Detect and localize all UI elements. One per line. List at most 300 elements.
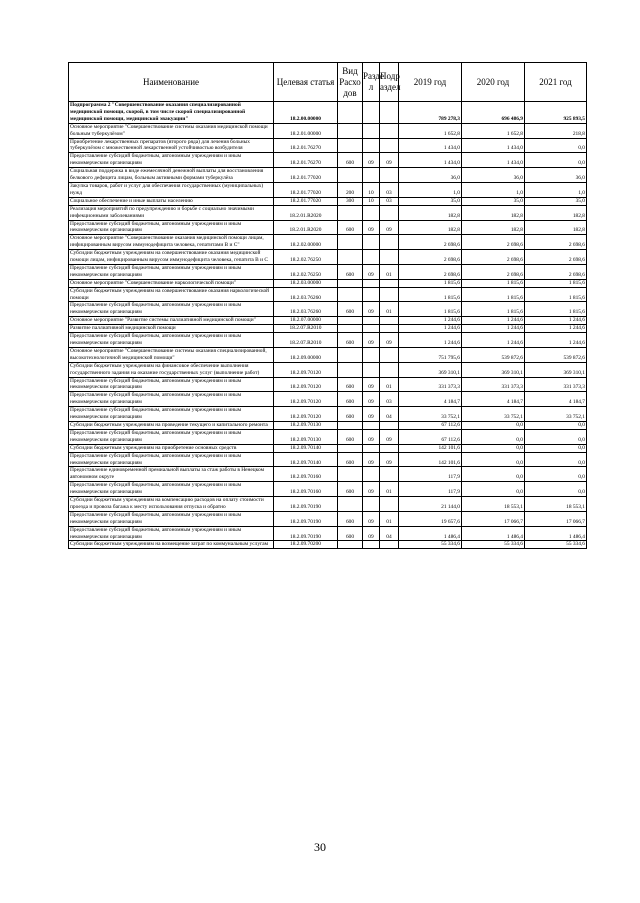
cell-2021: 539 872,6 [525, 347, 587, 362]
cell-podrazdel: 09 [380, 333, 399, 348]
cell-2021: 0,0 [525, 467, 587, 482]
table-row [69, 467, 587, 482]
cell-razdel [363, 317, 380, 325]
cell-code: 18.2.09.70120 [274, 407, 338, 422]
cell-vid [338, 138, 363, 153]
cell-razdel [363, 347, 380, 362]
cell-2019: 369 310,1 [399, 362, 462, 377]
cell-2021: 0,0 [525, 138, 587, 153]
cell-code: 18.2.01.77020 [274, 197, 338, 205]
cell-vid [338, 168, 363, 183]
cell-name: Социальная поддержка в виде ежемесячной денежной выплаты для восстановления белкового дефицита лицам, больным активными формами туберкулёза [69, 168, 274, 183]
cell-name: Предоставление субсидий бюджетным, автономным учреждениям и иным некоммерческим организациям [69, 264, 274, 279]
cell-razdel: 09 [363, 526, 380, 541]
cell-code: 18.2.01.77020 [274, 168, 338, 183]
cell-2020: 2 698,6 [462, 235, 525, 250]
cell-code: 18.2.07.R2010 [274, 333, 338, 348]
table-row [69, 220, 587, 235]
cell-name: Предоставление субсидий бюджетным, автономным учреждениям и иным некоммерческим организациям [69, 482, 274, 497]
cell-2020: 1 652,8 [462, 123, 525, 138]
cell-2019: 1 815,6 [399, 287, 462, 302]
cell-2021: 1 815,6 [525, 302, 587, 317]
cell-podrazdel: 03 [380, 182, 399, 197]
cell-2019: 2 698,6 [399, 264, 462, 279]
cell-code: 18.2.09.70140 [274, 444, 338, 452]
cell-vid [338, 347, 363, 362]
cell-razdel: 09 [363, 302, 380, 317]
table-row [69, 541, 587, 549]
cell-code: 18.2.09.70130 [274, 421, 338, 429]
table-row [69, 123, 587, 138]
cell-2020: 0,0 [462, 429, 525, 444]
cell-2020: 1 244,6 [462, 325, 525, 333]
cell-2019: 751 795,6 [399, 347, 462, 362]
cell-code: 18.2.07.R2010 [274, 325, 338, 333]
cell-code: 18.2.03.76260 [274, 287, 338, 302]
cell-podrazdel: 09 [380, 153, 399, 168]
header-code: Целевая статья [274, 63, 338, 102]
cell-2021: 1 244,6 [525, 317, 587, 325]
cell-2019: 1 434,0 [399, 138, 462, 153]
cell-name: Реализация мероприятий по предупреждению и борьбе с социально значимыми инфекционными заболеваниями [69, 205, 274, 220]
cell-podrazdel: 09 [380, 452, 399, 467]
cell-code: 18.2.01.R2020 [274, 205, 338, 220]
cell-2021: 1 244,6 [525, 333, 587, 348]
cell-vid: 300 [338, 197, 363, 205]
cell-2020: 17 066,7 [462, 511, 525, 526]
cell-2019: 21 144,0 [399, 497, 462, 512]
cell-razdel [363, 205, 380, 220]
cell-2019: 1 244,6 [399, 317, 462, 325]
cell-podrazdel: 09 [380, 220, 399, 235]
cell-podrazdel: 04 [380, 526, 399, 541]
cell-razdel [363, 168, 380, 183]
cell-podrazdel [380, 123, 399, 138]
cell-2020: 1 486,4 [462, 526, 525, 541]
cell-vid [338, 467, 363, 482]
table-row [69, 392, 587, 407]
cell-vid [338, 235, 363, 250]
table-row [69, 264, 587, 279]
cell-name: Предоставление субсидий бюджетным, автономным учреждениям и иным некоммерческим организациям [69, 511, 274, 526]
cell-2021: 0,0 [525, 429, 587, 444]
cell-name: Субсидии бюджетным учреждениям на совершенствование оказания наркологической помощи [69, 287, 274, 302]
cell-razdel: 09 [363, 377, 380, 392]
cell-podrazdel [380, 347, 399, 362]
cell-code: 18.2.02.00000 [274, 235, 338, 250]
cell-razdel [363, 541, 380, 549]
cell-2021: 2 698,6 [525, 264, 587, 279]
cell-name: Субсидии бюджетным учреждениям на компенсацию расходов на оплату стоимости проезда и провоза багажа к месту использования отпуска и обратно [69, 497, 274, 512]
table-row [69, 511, 587, 526]
cell-2019: 117,9 [399, 467, 462, 482]
cell-2020: 1,0 [462, 182, 525, 197]
cell-2020: 33 752,1 [462, 407, 525, 422]
cell-2019: 1 815,6 [399, 302, 462, 317]
cell-code: 18.2.09.70160 [274, 467, 338, 482]
cell-podrazdel [380, 362, 399, 377]
cell-2021: 0,0 [525, 153, 587, 168]
cell-2019: 4 184,7 [399, 392, 462, 407]
cell-vid [338, 362, 363, 377]
cell-razdel: 09 [363, 407, 380, 422]
cell-vid [338, 317, 363, 325]
cell-podrazdel [380, 444, 399, 452]
page-number: 30 [314, 840, 326, 854]
cell-2020: 1 434,0 [462, 153, 525, 168]
cell-2021: 1 486,4 [525, 526, 587, 541]
table-row [69, 102, 587, 124]
cell-2019: 789 278,3 [399, 102, 462, 124]
cell-2020: 369 310,1 [462, 362, 525, 377]
cell-2019: 1 486,4 [399, 526, 462, 541]
cell-code: 18.2.09.70120 [274, 362, 338, 377]
cell-name: Развитие паллиативной медицинской помощи [69, 325, 274, 333]
cell-razdel: 10 [363, 197, 380, 205]
header-podrazdel: Подр аздел [380, 63, 399, 102]
cell-razdel: 09 [363, 220, 380, 235]
table-row [69, 153, 587, 168]
cell-2019: 2 698,6 [399, 235, 462, 250]
cell-2019: 182,8 [399, 220, 462, 235]
table-row [69, 526, 587, 541]
cell-code: 18.2.09.70190 [274, 511, 338, 526]
cell-code: 18.2.09.70200 [274, 541, 338, 549]
cell-podrazdel: 01 [380, 302, 399, 317]
cell-code: 18.2.02.76250 [274, 250, 338, 265]
cell-2020: 331 373,3 [462, 377, 525, 392]
budget-table [68, 62, 587, 549]
table-row [69, 317, 587, 325]
cell-vid [338, 497, 363, 512]
cell-2021: 182,8 [525, 205, 587, 220]
table-body [69, 102, 587, 549]
cell-code: 18.2.09.70190 [274, 497, 338, 512]
cell-code: 18.2.09.70130 [274, 429, 338, 444]
table-row [69, 302, 587, 317]
cell-name: Социальное обеспечение и иные выплаты населению [69, 197, 274, 205]
cell-2019: 1 244,6 [399, 333, 462, 348]
cell-razdel [363, 123, 380, 138]
table-row [69, 325, 587, 333]
cell-2019: 1 434,0 [399, 153, 462, 168]
cell-razdel: 09 [363, 392, 380, 407]
cell-vid: 600 [338, 220, 363, 235]
cell-2019: 2 698,6 [399, 250, 462, 265]
table-row [69, 452, 587, 467]
cell-2020: 1 815,6 [462, 287, 525, 302]
table-row [69, 279, 587, 287]
cell-2019: 36,0 [399, 168, 462, 183]
table-row [69, 333, 587, 348]
cell-name: Предоставление единовременной премиальной выплаты за стаж работы в Ненецком автономном округе [69, 467, 274, 482]
cell-2019: 331 373,3 [399, 377, 462, 392]
cell-2021: 4 184,7 [525, 392, 587, 407]
cell-razdel: 09 [363, 333, 380, 348]
cell-razdel [363, 102, 380, 124]
cell-2020: 55 334,6 [462, 541, 525, 549]
cell-podrazdel: 09 [380, 429, 399, 444]
cell-vid: 600 [338, 302, 363, 317]
cell-podrazdel [380, 205, 399, 220]
cell-2019: 117,9 [399, 482, 462, 497]
cell-name: Основное мероприятие "Совершенствование системы оказания медицинской помощи больным туберкулёзом" [69, 123, 274, 138]
cell-vid: 600 [338, 153, 363, 168]
cell-name: Предоставление субсидий бюджетным, автономным учреждениям и иным некоммерческим организациям [69, 392, 274, 407]
cell-razdel [363, 421, 380, 429]
cell-vid [338, 287, 363, 302]
cell-podrazdel [380, 497, 399, 512]
header-2020: 2020 год [462, 63, 525, 102]
cell-2021: 925 893,5 [525, 102, 587, 124]
cell-vid: 600 [338, 511, 363, 526]
cell-podrazdel: 01 [380, 482, 399, 497]
cell-podrazdel [380, 235, 399, 250]
cell-2021: 182,8 [525, 220, 587, 235]
cell-code: 18.2.09.70120 [274, 392, 338, 407]
table-row [69, 138, 587, 153]
cell-podrazdel [380, 138, 399, 153]
cell-2021: 369 310,1 [525, 362, 587, 377]
cell-vid [338, 541, 363, 549]
cell-razdel [363, 235, 380, 250]
cell-razdel: 10 [363, 182, 380, 197]
cell-2019: 1 244,6 [399, 325, 462, 333]
cell-razdel: 09 [363, 511, 380, 526]
cell-name: Предоставление субсидий бюджетным, автономным учреждениям и иным некоммерческим организациям [69, 526, 274, 541]
cell-razdel: 09 [363, 452, 380, 467]
cell-name: Основное мероприятие "Совершенствование оказания медицинской помощи лицам, инфицированным вирусом иммунодефицита человека, гепатитами В и С" [69, 235, 274, 250]
header-2019: 2019 год [399, 63, 462, 102]
cell-2021: 55 334,6 [525, 541, 587, 549]
cell-2021: 1 815,6 [525, 287, 587, 302]
cell-name: Предоставление субсидий бюджетным, автономным учреждениям и иным некоммерческим организациям [69, 377, 274, 392]
cell-2020: 0,0 [462, 421, 525, 429]
cell-2019: 1 652,8 [399, 123, 462, 138]
cell-vid: 200 [338, 182, 363, 197]
cell-2020: 2 698,6 [462, 250, 525, 265]
cell-podrazdel [380, 287, 399, 302]
cell-name: Основное мероприятие "Развитие системы паллиативной медицинской помощи" [69, 317, 274, 325]
cell-name: Основное мероприятие "Совершенствование системы оказания специализированной, высокотехнологичной медицинской помощи" [69, 347, 274, 362]
cell-2020: 696 486,9 [462, 102, 525, 124]
cell-2020: 35,0 [462, 197, 525, 205]
cell-code: 18.2.02.76250 [274, 264, 338, 279]
cell-razdel [363, 250, 380, 265]
cell-name: Предоставление субсидий бюджетным, автономным учреждениям и иным некоммерческим организациям [69, 407, 274, 422]
cell-podrazdel [380, 467, 399, 482]
table-row [69, 347, 587, 362]
cell-vid: 600 [338, 264, 363, 279]
cell-2021: 35,0 [525, 197, 587, 205]
cell-code: 18.2.09.70120 [274, 377, 338, 392]
cell-code: 18.2.01.76270 [274, 153, 338, 168]
table-row [69, 168, 587, 183]
cell-vid: 600 [338, 392, 363, 407]
cell-podrazdel: 03 [380, 197, 399, 205]
cell-2019: 67 112,6 [399, 421, 462, 429]
cell-2020: 182,8 [462, 205, 525, 220]
cell-razdel [363, 362, 380, 377]
table-row [69, 421, 587, 429]
table-row [69, 407, 587, 422]
cell-2020: 2 698,6 [462, 264, 525, 279]
cell-2019: 182,8 [399, 205, 462, 220]
header-name: Наименование [69, 63, 274, 102]
cell-2021: 2 698,6 [525, 235, 587, 250]
cell-vid [338, 250, 363, 265]
cell-name: Предоставление субсидий бюджетным, автономным учреждениям и иным некоммерческим организациям [69, 333, 274, 348]
cell-code: 18.2.00.00000 [274, 102, 338, 124]
cell-razdel: 09 [363, 153, 380, 168]
cell-2021: 0,0 [525, 444, 587, 452]
cell-vid: 600 [338, 377, 363, 392]
cell-podrazdel [380, 168, 399, 183]
cell-2020: 0,0 [462, 482, 525, 497]
cell-vid [338, 421, 363, 429]
header-row [69, 63, 587, 102]
table-row [69, 235, 587, 250]
cell-code: 18.2.03.76260 [274, 302, 338, 317]
header-razdel: Разде л [363, 63, 380, 102]
cell-code: 18.2.07.00000 [274, 317, 338, 325]
cell-2021: 0,0 [525, 421, 587, 429]
cell-2020: 0,0 [462, 467, 525, 482]
cell-2021: 36,0 [525, 168, 587, 183]
cell-code: 18.2.01.76270 [274, 138, 338, 153]
cell-razdel [363, 467, 380, 482]
table-row [69, 197, 587, 205]
cell-name: Приобретение лекарственных препаратов (второго ряда) для лечения больных туберкулёзом с множественной лекарственной устойчивостью возбудителя [69, 138, 274, 153]
cell-name: Субсидии бюджетным учреждениям на проведение текущего и капитального ремонта [69, 421, 274, 429]
cell-podrazdel [380, 317, 399, 325]
cell-2020: 18 553,1 [462, 497, 525, 512]
cell-name: Субсидии бюджетным учреждениям на приобретение основных средств [69, 444, 274, 452]
cell-vid [338, 444, 363, 452]
cell-name: Субсидии бюджетным учреждениям на финансовое обеспечение выполнения государственного задания на оказание государственных услуг (выполнение работ) [69, 362, 274, 377]
cell-2020: 1 244,6 [462, 333, 525, 348]
cell-code: 18.2.01.77020 [274, 182, 338, 197]
cell-code: 18.2.01.R2020 [274, 220, 338, 235]
cell-2021: 0,0 [525, 452, 587, 467]
cell-podrazdel [380, 541, 399, 549]
cell-razdel: 09 [363, 429, 380, 444]
cell-vid [338, 102, 363, 124]
cell-razdel [363, 279, 380, 287]
cell-2021: 33 752,1 [525, 407, 587, 422]
cell-vid: 600 [338, 526, 363, 541]
table-row [69, 377, 587, 392]
cell-2020: 0,0 [462, 452, 525, 467]
cell-2019: 142 101,6 [399, 444, 462, 452]
cell-podrazdel [380, 325, 399, 333]
header-2021: 2021 год [525, 63, 587, 102]
cell-podrazdel [380, 250, 399, 265]
cell-code: 18.2.09.70190 [274, 526, 338, 541]
cell-2020: 182,8 [462, 220, 525, 235]
cell-2021: 0,0 [525, 482, 587, 497]
cell-podrazdel: 01 [380, 264, 399, 279]
cell-2020: 1 815,6 [462, 302, 525, 317]
table-row [69, 362, 587, 377]
cell-podrazdel [380, 279, 399, 287]
cell-2020: 4 184,7 [462, 392, 525, 407]
cell-razdel [363, 325, 380, 333]
cell-2019: 142 101,6 [399, 452, 462, 467]
cell-2020: 1 815,6 [462, 279, 525, 287]
cell-vid: 600 [338, 482, 363, 497]
cell-name: Предоставление субсидий бюджетным, автономным учреждениям и иным некоммерческим организациям [69, 302, 274, 317]
cell-name: Предоставление субсидий бюджетным, автономным учреждениям и иным некоммерческим организациям [69, 220, 274, 235]
cell-2020: 36,0 [462, 168, 525, 183]
cell-2021: 1 244,6 [525, 325, 587, 333]
table-row [69, 205, 587, 220]
cell-vid [338, 325, 363, 333]
cell-podrazdel [380, 421, 399, 429]
cell-razdel [363, 138, 380, 153]
cell-name: Основное мероприятие "Совершенствование наркологической помощи" [69, 279, 274, 287]
cell-2021: 18 553,1 [525, 497, 587, 512]
cell-2021: 17 066,7 [525, 511, 587, 526]
cell-2021: 331 373,3 [525, 377, 587, 392]
cell-podrazdel [380, 102, 399, 124]
cell-2021: 1 815,6 [525, 279, 587, 287]
header-vid: Вид Расхо дов [338, 63, 363, 102]
cell-podrazdel: 04 [380, 407, 399, 422]
cell-2021: 1,0 [525, 182, 587, 197]
cell-podrazdel: 01 [380, 377, 399, 392]
cell-2020: 1 244,6 [462, 317, 525, 325]
cell-2020: 539 872,6 [462, 347, 525, 362]
table-row [69, 429, 587, 444]
table-row [69, 287, 587, 302]
cell-name: Предоставление субсидий бюджетным, автономным учреждениям и иным некоммерческим организациям [69, 153, 274, 168]
cell-name: Закупка товаров, работ и услуг для обеспечения государственных (муниципальных) нужд [69, 182, 274, 197]
cell-2019: 55 334,6 [399, 541, 462, 549]
cell-2021: 2 698,6 [525, 250, 587, 265]
table-row [69, 182, 587, 197]
cell-2019: 33 752,1 [399, 407, 462, 422]
cell-name: Предоставление субсидий бюджетным, автономным учреждениям и иным некоммерческим организациям [69, 429, 274, 444]
cell-razdel: 09 [363, 482, 380, 497]
cell-razdel [363, 287, 380, 302]
cell-podrazdel: 01 [380, 511, 399, 526]
cell-vid [338, 123, 363, 138]
cell-2019: 1,0 [399, 182, 462, 197]
table-row [69, 250, 587, 265]
cell-name: Подпрограмма 2 "Совершенствование оказания специализированной медицинской помощи, скорой, в том числе скорой специализированной медицинской помощи, медицинской эвакуации" [69, 102, 274, 124]
cell-razdel [363, 444, 380, 452]
cell-vid: 600 [338, 333, 363, 348]
cell-code: 18.2.09.00000 [274, 347, 338, 362]
cell-name: Предоставление субсидий бюджетным, автономным учреждениям и иным некоммерческим организациям [69, 452, 274, 467]
cell-razdel: 09 [363, 264, 380, 279]
cell-code: 18.2.03.00000 [274, 279, 338, 287]
cell-vid: 600 [338, 407, 363, 422]
cell-vid: 600 [338, 452, 363, 467]
cell-2019: 67 112,6 [399, 429, 462, 444]
cell-razdel [363, 497, 380, 512]
cell-2020: 0,0 [462, 444, 525, 452]
cell-2019: 19 657,6 [399, 511, 462, 526]
cell-name: Субсидии бюджетным учреждениям на совершенствование оказания медицинской помощи лицам, инфицированным вирусом иммунодефицита человека, гепатита В и С [69, 250, 274, 265]
cell-code: 18.2.09.70140 [274, 452, 338, 467]
cell-2020: 1 434,0 [462, 138, 525, 153]
cell-code: 18.2.09.70160 [274, 482, 338, 497]
cell-2019: 1 815,6 [399, 279, 462, 287]
cell-2019: 35,0 [399, 197, 462, 205]
cell-name: Субсидии бюджетным учреждениям на возмещение затрат по коммунальным услугам [69, 541, 274, 549]
